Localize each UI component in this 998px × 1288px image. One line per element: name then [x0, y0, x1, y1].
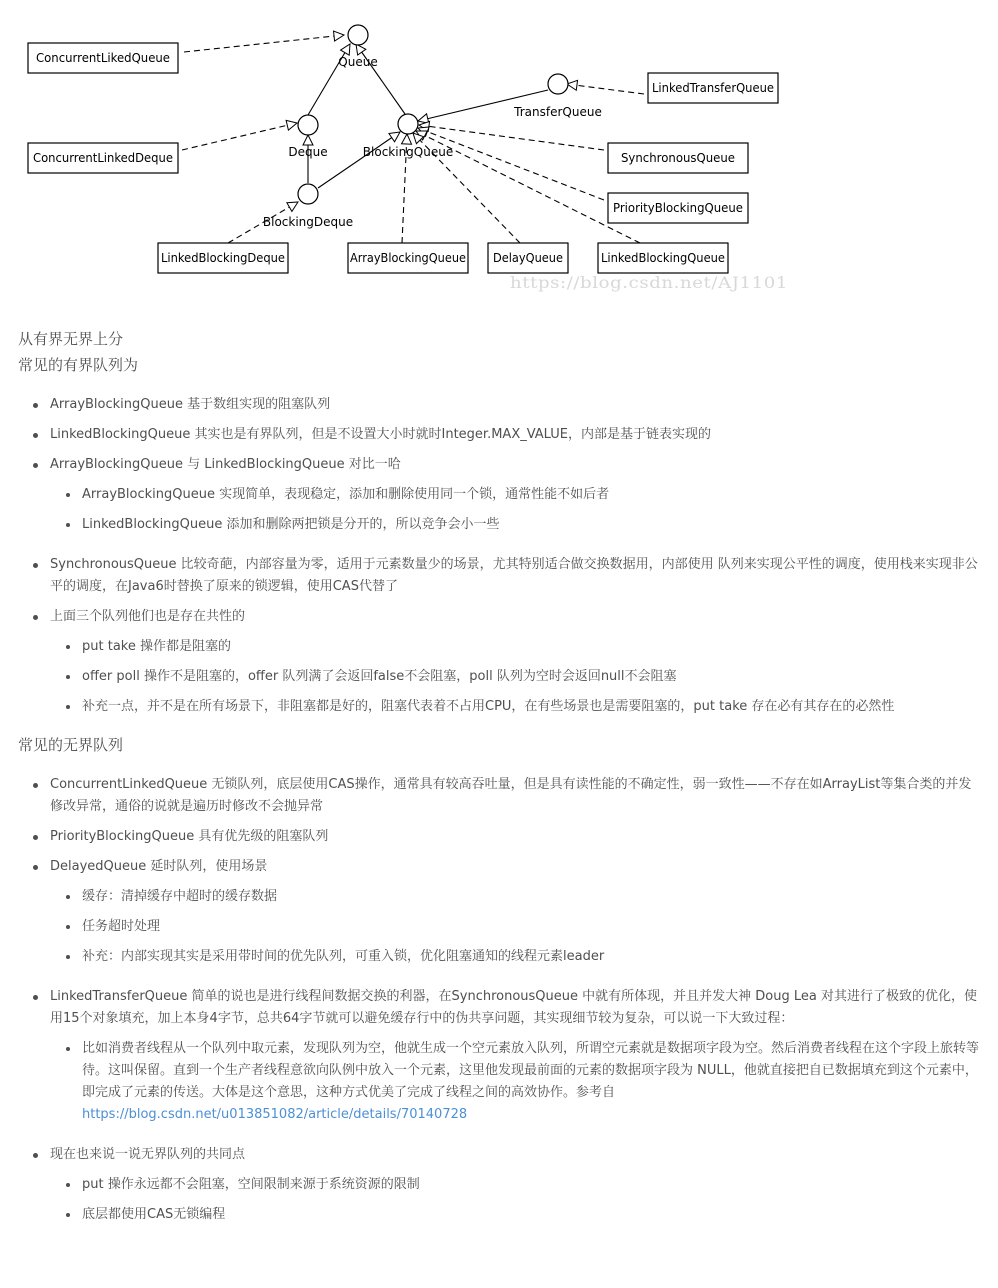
sub-list-item: LinkedBlockingQueue 添加和删除两把锁是分开的，所以竞争会小一些: [50, 514, 983, 536]
sub-list: [50, 1038, 983, 1126]
svg-text:ConcurrentLinkedDeque: ConcurrentLinkedDeque: [33, 151, 173, 165]
sub-list-item: 任务超时处理: [50, 916, 983, 938]
delay-queue-box: [488, 243, 568, 273]
deque-label: Deque: [288, 145, 328, 159]
list-item: ConcurrentLinkedQueue 无锁队列，底层使用CAS操作，通常具有较高吞吐量，但是具有读性能的不确定性，弱一致性——不存在如ArrayList等集合类的并发修改异常，通俗的说就是遍历时修改不会抛异常: [18, 774, 983, 818]
sub-list-item: 缓存：清掉缓存中超时的缓存数据: [50, 886, 983, 908]
sub-list-item: 补充一点，并不是在所有场景下，非阻塞都是好的，阻塞代表着不占用CPU，在有些场景也是需要阻塞的，put take 存在必有其存在的必然性: [50, 696, 983, 718]
sub-list-item: offer poll 操作不是阻塞的，offer 队列满了会返回false不会阻塞，poll 队列为空时会返回null不会阻塞: [50, 666, 983, 688]
watermark: https://blog.csdn.net/AJ1101: [510, 273, 788, 292]
blocking-deque-interface-node: [298, 184, 318, 204]
reference-link[interactable]: https://blog.csdn.net/u013851082/article/details/70140728: [82, 1107, 468, 1122]
sub-list-item: 补充：内部实现其实是采用带时间的优先队列，可重入锁，优化阻塞通知的线程元素leader: [50, 946, 983, 968]
sub-list-item: 比如消费者线程从一个队列中取元素，发现队列为空，他就生成一个空元素放入队列，所谓空元素就是数据项字段为空。然后消费者线程在这个字段上旅转等待。这叫保留。直到一个生产者线程意欲向队例中放入一个元素，这里他发现最前面的元素的数据项字段为 NULL，他就直接把自已数据填充到这个元素中，即完成了元素的传送。大体是这个意思，这种方式优美了完成了线程之间的高效协作。参考自 https://blog.csdn.net/u013851082/article/details/70140728: [50, 1038, 983, 1126]
svg-text:SynchronousQueue: SynchronousQueue: [621, 151, 735, 165]
list-item: DelayedQueue 延时队列，使用场景 缓存：清掉缓存中超时的缓存数据 任务超时处理 补充：内部实现其实是采用带时间的优先队列，可重入锁，优化阻塞通知的线程元素leader: [18, 856, 983, 968]
list-item: ArrayBlockingQueue 与 LinkedBlockingQueue 对比一哈 ArrayBlockingQueue 实现简单，表现稳定，添加和删除使用同一个锁，通常性能不如后者 LinkedBlockingQueue 添加和删除两把锁是分开的，所以竞争会小一些: [18, 454, 983, 536]
list-item: 现在也来说一说无界队列的共同点 put 操作永远都不会阻塞，空间限制来源于系统资源的限制 底层都使用CAS无锁编程: [18, 1144, 983, 1226]
sub-list-item: put 操作永远都不会阻塞，空间限制来源于系统资源的限制: [50, 1174, 983, 1196]
heading-unbounded-queues: 常见的无界队列: [18, 736, 124, 754]
array-blocking-queue-box: [348, 243, 468, 273]
list-item: SynchronousQueue 比较奇葩，内部容量为零，适用于元素数量少的场景，尤其特别适合做交换数据用，内部使用 队列来实现公平性的调度，使用栈来实现非公平的调度，在Java6时替换了原来的锁逻辑，使用CAS代替了: [18, 554, 983, 598]
queue-class-diagram: [0, 0, 998, 300]
sub-list: [50, 1174, 983, 1226]
list-item: LinkedTransferQueue 简单的说也是进行线程间数据交换的利器，在SynchronousQueue 中就有所体现，并且并发大神 Doug Lea 对其进行了极致的优化，使用15个对象填充，加上本身4字节，总共64字节就可以避免缓存行中的伪共享问题，其实现细节较为复杂，可以说一下大致过程： 比如消费者线程从一个队列中取元素，发现队列为空，他就生成一个空元素放入队列，所谓空元素就是数据项字段为空。然后消费者线程在这个字段上旅转等待。这叫保留。直到一个生产者线程意欲向队例中放入一个元素，这里他发现最前面的元素的数据项字段为 NULL，他就直接把自已数据填充到这个元素中，即完成了元素的传送。大体是这个意思，这种方式优美了完成了线程之间的高效协作。参考自 https://blog.csdn.net/u013851082/article/details/70140728: [18, 986, 983, 1126]
queue-label: Queue: [338, 55, 378, 69]
queue-interface-node: [348, 25, 368, 45]
sub-list-item: put take 操作都是阻塞的: [50, 636, 983, 658]
bounded-queue-list: [18, 394, 983, 718]
synchronous-queue-box: [608, 143, 748, 173]
linked-blocking-queue-box: [598, 243, 728, 273]
concurrent-liked-queue-box: [28, 43, 178, 73]
sub-list-item: 底层都使用CAS无锁编程: [50, 1204, 983, 1226]
sub-list: [50, 636, 983, 718]
list-item: ArrayBlockingQueue 基于数组实现的阻塞队列: [18, 394, 983, 416]
svg-text:LinkedBlockingQueue: LinkedBlockingQueue: [601, 251, 725, 265]
transfer-queue-label: TransferQueue: [514, 105, 602, 119]
sub-list: [50, 484, 983, 536]
priority-blocking-queue-box: [608, 193, 748, 223]
unbounded-queue-list: [18, 774, 983, 1226]
svg-text:PriorityBlockingQueue: PriorityBlockingQueue: [613, 201, 743, 215]
blocking-queue-label: BlockingQueue: [362, 145, 454, 159]
list-item: LinkedBlockingQueue 其实也是有界队列，但是不设置大小时就时Integer.MAX_VALUE，内部是基于链表实现的: [18, 424, 983, 446]
heading-bounded-queues: 常见的有界队列为: [18, 356, 139, 374]
sub-list: [50, 886, 983, 968]
article-content: [18, 326, 983, 1240]
sub-list-item: ArrayBlockingQueue 实现简单，表现稳定，添加和删除使用同一个锁，通常性能不如后者: [50, 484, 983, 506]
blocking-deque-label: BlockingDeque: [262, 215, 354, 229]
blocking-queue-interface-node: [398, 114, 418, 134]
svg-text:LinkedTransferQueue: LinkedTransferQueue: [652, 81, 774, 95]
svg-text:DelayQueue: DelayQueue: [493, 251, 563, 265]
heading-bounded-unbounded: 从有界无界上分: [18, 330, 124, 348]
svg-text:LinkedBlockingDeque: LinkedBlockingDeque: [161, 251, 285, 265]
list-item: 上面三个队列他们也是存在共性的 put take 操作都是阻塞的 offer poll 操作不是阻塞的，offer 队列满了会返回false不会阻塞，poll 队列为空时会返回null不会阻塞 补充一点，并不是在所有场景下，非阻塞都是好的，阻塞代表着不占用CPU，在有些场景也是需要阻塞的，put take 存在必有其存在的必然性: [18, 606, 983, 718]
svg-text:ArrayBlockingQueue: ArrayBlockingQueue: [350, 251, 466, 265]
deque-interface-node: [298, 115, 318, 135]
list-item: PriorityBlockingQueue 具有优先级的阻塞队列: [18, 826, 983, 848]
transfer-queue-interface-node: [548, 74, 568, 94]
svg-text:ConcurrentLikedQueue: ConcurrentLikedQueue: [36, 51, 170, 65]
linked-blocking-deque-box: [158, 243, 288, 273]
linked-transfer-queue-box: [648, 73, 778, 103]
concurrent-linked-deque-box: [28, 143, 178, 173]
